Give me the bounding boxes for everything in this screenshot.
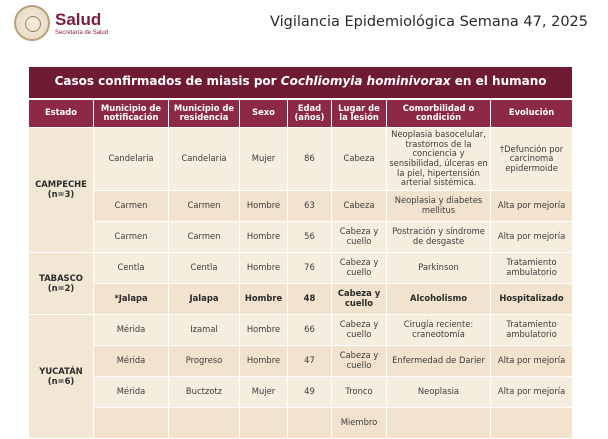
report-title: Vigilancia Epidemiológica Semana 47, 2025 (270, 14, 588, 30)
cell-notificacion: Carmen (94, 191, 169, 222)
estado-count: (n=3) (47, 189, 75, 199)
cell-residencia: Centla (169, 253, 240, 284)
cases-table-container (28, 66, 572, 439)
cell-sexo: Hombre (240, 315, 288, 346)
caption-species: Cochliomyia hominivorax (280, 74, 451, 89)
cell-comorbilidad (387, 408, 491, 439)
estado-cell-yucatan (29, 315, 94, 439)
cell-evolucion (491, 408, 573, 439)
table-caption (29, 67, 573, 99)
cell-edad: 56 (288, 222, 332, 253)
cell-evolucion: Tratamiento ambulatorio (491, 253, 573, 284)
cell-sexo: Mujer (240, 128, 288, 191)
cell-edad: 47 (288, 346, 332, 377)
estado-cell-tabasco (29, 253, 94, 315)
cell-edad: 48 (288, 284, 332, 315)
cell-comorbilidad: Alcoholismo (387, 284, 491, 315)
cell-residencia: Izamal (169, 315, 240, 346)
table-row (29, 128, 573, 191)
cell-evolucion: Alta por mejoría (491, 377, 573, 408)
table-row (29, 191, 573, 222)
column-header-sexo: Sexo (240, 99, 288, 128)
caption-pre: Casos confirmados de miasis por (54, 74, 281, 89)
cases-table (28, 66, 573, 439)
cell-comorbilidad: Neoplasia y diabetes mellitus (387, 191, 491, 222)
page-header (0, 0, 608, 58)
cell-evolucion: Hospitalizado (491, 284, 573, 315)
estado-name: CAMPECHE (35, 179, 87, 190)
cell-notificacion: Mérida (94, 315, 169, 346)
cell-lugar: Cabeza (332, 128, 387, 191)
cell-comorbilidad: Neoplasia (387, 377, 491, 408)
cell-sexo: Hombre (240, 222, 288, 253)
estado-count: (n=2) (47, 282, 75, 293)
cell-lugar: Tronco (332, 377, 387, 408)
estado-cell-campeche (29, 128, 94, 253)
column-header-municipio-notificacion: Municipio de notificación (94, 99, 169, 128)
cell-lugar: Cabeza y cuello (332, 222, 387, 253)
cell-evolucion: Alta por mejoría (491, 222, 573, 253)
table-row (29, 377, 573, 408)
cell-notificacion: *Jalapa (94, 284, 169, 315)
cell-lugar: Miembro (332, 408, 387, 439)
column-header-edad: Edad (años) (288, 99, 332, 128)
caption-post: en el humano (450, 74, 547, 89)
cell-lugar: Cabeza y cuello (332, 253, 387, 284)
cell-residencia: Carmen (169, 222, 240, 253)
cell-lugar: Cabeza y cuello (332, 315, 387, 346)
cell-sexo: Hombre (240, 253, 288, 284)
column-header-lugar-lesion: Lugar de la lesión (332, 99, 387, 128)
cell-edad: 86 (288, 128, 332, 191)
column-header-municipio-residencia: Municipio de residencia (169, 99, 240, 128)
cell-edad: 76 (288, 253, 332, 284)
column-header-row (29, 99, 573, 128)
cell-notificacion: Centla (94, 253, 169, 284)
cell-lugar: Cabeza y cuello (332, 346, 387, 377)
cell-evolucion: †Defunción por carcinoma epidermoide (491, 128, 573, 191)
table-row (29, 315, 573, 346)
column-header-comorbilidad: Comorbilidad o condición (387, 99, 491, 128)
table-row (29, 346, 573, 377)
column-header-estado: Estado (29, 99, 94, 128)
column-header-evolucion: Evolución (491, 99, 573, 128)
cell-edad: 49 (288, 377, 332, 408)
cell-comorbilidad: Parkinson (387, 253, 491, 284)
cell-evolucion: Tratamiento ambulatorio (491, 315, 573, 346)
cell-comorbilidad: Neoplasia basocelular, trastornos de la conciencia y sensibilidad, úlceras en la piel, hipertensión arterial sistémica. (387, 128, 491, 191)
brand-subtitle: Secretaría de Salud (55, 29, 109, 36)
cell-residencia: Progreso (169, 346, 240, 377)
cell-residencia (169, 408, 240, 439)
cell-edad: 63 (288, 191, 332, 222)
cell-comorbilidad: Postración y síndrome de desgaste (387, 222, 491, 253)
cell-sexo: Mujer (240, 377, 288, 408)
cell-notificacion: Carmen (94, 222, 169, 253)
cell-evolucion: Alta por mejoría (491, 346, 573, 377)
cell-comorbilidad: Cirugía reciente: craneotomía (387, 315, 491, 346)
cell-notificacion: Candelaria (94, 128, 169, 191)
estado-name: YUCATÁN (39, 365, 83, 376)
cell-notificacion (94, 408, 169, 439)
table-row (29, 222, 573, 253)
estado-name: TABASCO (39, 272, 83, 283)
brand-block (55, 11, 108, 36)
cell-edad: 66 (288, 315, 332, 346)
cell-lugar: Cabeza y cuello (332, 284, 387, 315)
cell-evolucion: Alta por mejoría (491, 191, 573, 222)
cell-notificacion: Mérida (94, 377, 169, 408)
brand-name: Salud (55, 9, 102, 29)
cell-residencia: Buctzotz (169, 377, 240, 408)
cell-sexo: Hombre (240, 191, 288, 222)
cell-lugar: Cabeza (332, 191, 387, 222)
cell-comorbilidad: Enfermedad de Darier (387, 346, 491, 377)
cell-notificacion: Mérida (94, 346, 169, 377)
cell-residencia: Jalapa (169, 284, 240, 315)
cell-sexo: Hombre (240, 284, 288, 315)
salud-logo (14, 4, 134, 42)
cell-residencia: Candelaria (169, 128, 240, 191)
table-row (29, 253, 573, 284)
table-row (29, 408, 573, 439)
estado-count: (n=6) (47, 375, 75, 386)
cell-residencia: Carmen (169, 191, 240, 222)
cell-edad (288, 408, 332, 439)
mexico-seal-icon (14, 5, 50, 41)
cell-sexo: Hombre (240, 346, 288, 377)
cell-sexo (240, 408, 288, 439)
table-row-highlighted (29, 284, 573, 315)
